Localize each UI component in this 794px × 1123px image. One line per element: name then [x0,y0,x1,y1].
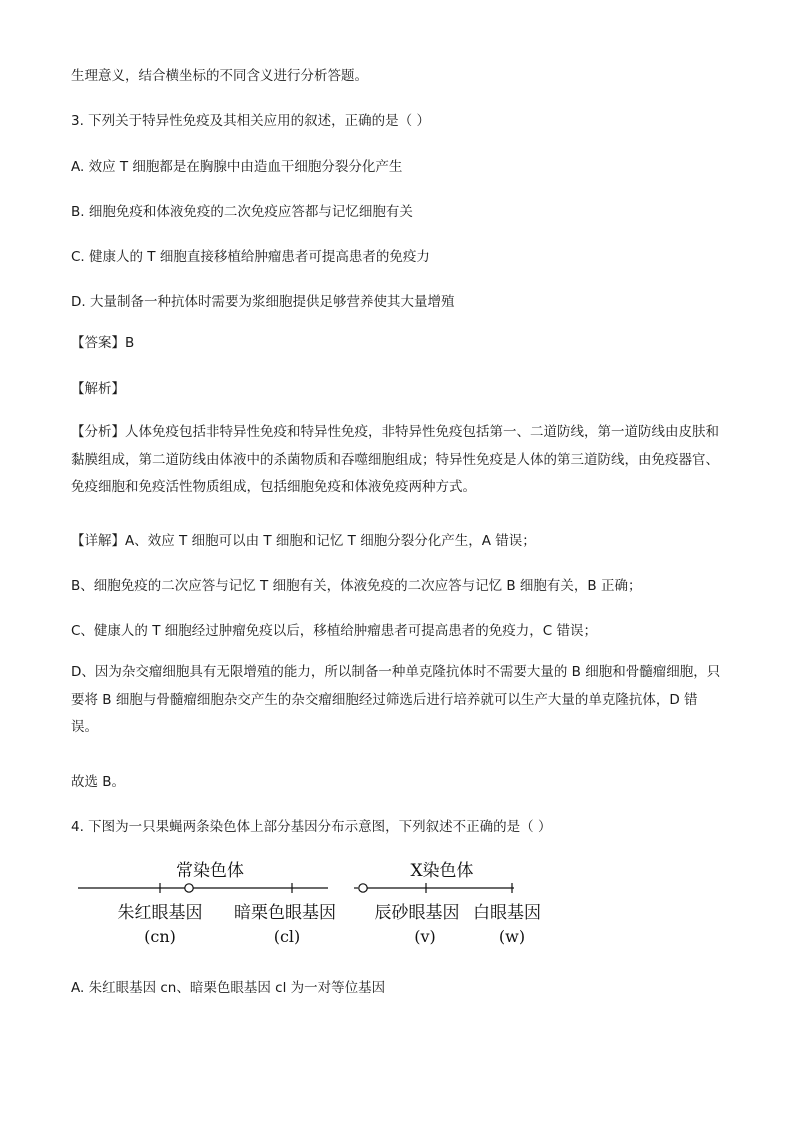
gene-symbol-v: (v) [414,927,436,946]
question-4-option-a: A. 朱红眼基因 cn、暗栗色眼基因 cl 为一对等位基因 [71,980,386,996]
autosome-label: 常染色体 [176,861,244,881]
intro-text: 生理意义，结合横坐标的不同含义进行分析答题。 [71,68,368,84]
question-3-stem: 3. 下列关于特异性免疫及其相关应用的叙述，正确的是（ ） [71,113,430,129]
x-chromosome-centromere [359,884,367,892]
detail-item-c: C、健康人的 T 细胞经过肿瘤免疫以后，移植给肿瘤患者可提高患者的免疫力，C 错误； [71,623,597,639]
question-4-stem: 4. 下图为一只果蝇两条染色体上部分基因分布示意图，下列叙述不正确的是（ ） [71,819,552,835]
gene-symbol-cl: (cl) [273,927,301,946]
question-3-option-a: A. 效应 T 细胞都是在胸腺中由造血干细胞分裂分化产生 [71,159,403,175]
detail-item-b: B、细胞免疫的二次应答与记忆 T 细胞有关，体液免疫的二次应答与记忆 B 细胞有关，B 正确； [71,578,642,594]
detail-item-a: 【详解】A、效应 T 细胞可以由 T 细胞和记忆 T 细胞分裂分化产生，A 错误； [71,533,536,549]
autosome-centromere [185,884,193,892]
question-3-option-b: B. 细胞免疫和体液免疫的二次免疫应答都与记忆细胞有关 [71,204,413,220]
conclusion-text: 故选 B。 [71,774,126,790]
chromosome-gene-diagram [0,848,794,958]
gene-symbol-w: (w) [498,927,526,946]
answer-label: 【答案】B [71,335,135,351]
question-3-option-c: C. 健康人的 T 细胞直接移植给肿瘤患者可提高患者的免疫力 [71,249,430,265]
gene-name-v: 辰砂眼基因 [374,903,460,923]
gene-name-cn: 朱红眼基因 [117,903,203,923]
analysis-label: 【解析】 [71,381,125,397]
gene-name-w: 白眼基因 [473,903,541,923]
question-3-option-d: D. 大量制备一种抗体时需要为浆细胞提供足够营养使其大量增殖 [71,294,455,310]
gene-name-cl: 暗栗色眼基因 [234,903,336,923]
analysis-fenxi-paragraph: 【分析】人体免疫包括非特异性免疫和特异性免疫，非特异性免疫包括第一、二道防线，第一道防线由皮肤和黏膜组成，第二道防线由体液中的杀菌物质和吞噬细胞组成；特异性免疫是人体的第三道防线，由免疫器官、免疫细胞和免疫活性物质组成，包括细胞免疫和体液免疫两种方式。 [71,424,719,495]
detail-item-d: D、因为杂交瘤细胞具有无限增殖的能力，所以制备一种单克隆抗体时不需要大量的 B 细胞和骨髓瘤细胞，只要将 B 细胞与骨髓瘤细胞杂交产生的杂交瘤细胞经过筛选后进行培养就可以生产大量的单克隆抗体，D 错误。 [71,664,721,735]
x-chromosome-label: X染色体 [410,861,474,881]
gene-symbol-cn: (cn) [144,927,176,946]
